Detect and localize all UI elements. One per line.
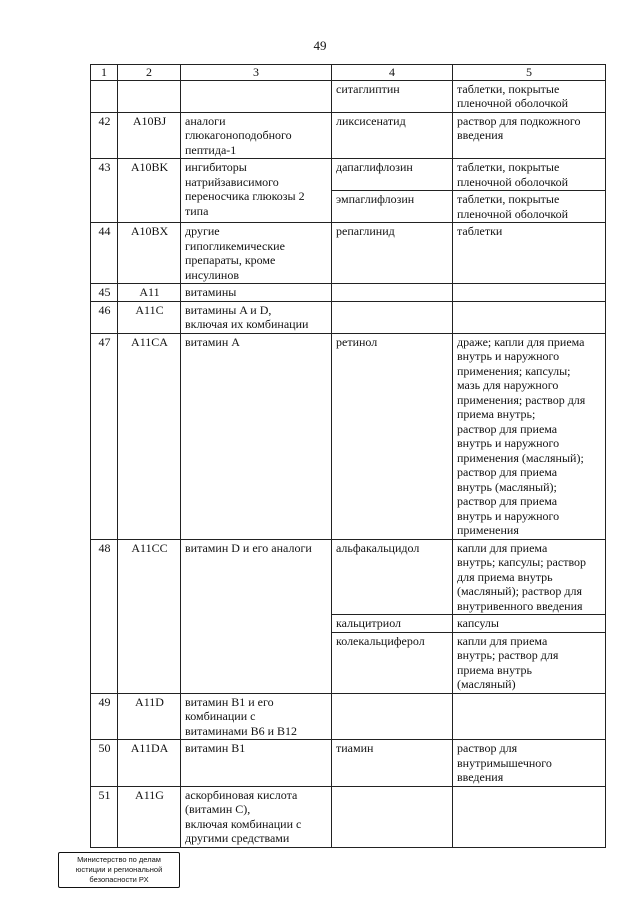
dosage-form-cell: раствор для внутримышечного введения — [453, 740, 606, 787]
group-name-cell: витамин B1 и его комбинации с витаминами B6 и B12 — [181, 693, 332, 740]
row-number-cell: 45 — [91, 284, 118, 302]
group-name-cell: витамин B1 — [181, 740, 332, 787]
row-number-cell: 44 — [91, 223, 118, 284]
dosage-form-cell: таблетки, покрытые пленочной оболочкой — [453, 80, 606, 112]
drug-list-table — [90, 64, 606, 848]
row-number-cell: 47 — [91, 333, 118, 539]
group-name-cell: другие гипогликемические препараты, кроме инсулинов — [181, 223, 332, 284]
drug-name-cell — [332, 693, 453, 740]
drug-name-cell — [332, 301, 453, 333]
atc-code-cell: A11DA — [118, 740, 181, 787]
dosage-form-cell — [453, 284, 606, 302]
table-row — [91, 159, 606, 191]
drug-name-cell: ликсисенатид — [332, 112, 453, 159]
drug-name-cell — [332, 786, 453, 847]
row-number-cell: 42 — [91, 112, 118, 159]
column-header: 5 — [453, 65, 606, 81]
atc-code-cell: A11G — [118, 786, 181, 847]
group-name-cell: ингибиторы натрийзависимого переносчика глюкозы 2 типа — [181, 159, 332, 223]
table-row — [91, 693, 606, 740]
dosage-form-cell: раствор для подкожного введения — [453, 112, 606, 159]
dosage-form-cell — [453, 693, 606, 740]
table-row — [91, 786, 606, 847]
dosage-form-cell: капсулы — [453, 615, 606, 633]
drug-name-cell: ретинол — [332, 333, 453, 539]
atc-code-cell: A11C — [118, 301, 181, 333]
row-number-cell: 50 — [91, 740, 118, 787]
atc-code-cell: A11 — [118, 284, 181, 302]
drug-name-cell: дапаглифлозин — [332, 159, 453, 191]
table-row — [91, 112, 606, 159]
group-name-cell: аскорбиновая кислота (витамин C), включая комбинации с другими средствами — [181, 786, 332, 847]
group-name-cell: витамин D и его аналоги — [181, 539, 332, 693]
atc-code-cell: A10BK — [118, 159, 181, 223]
drug-name-cell: колекальциферол — [332, 632, 453, 693]
atc-code-cell — [118, 80, 181, 112]
drug-name-cell: эмпаглифлозин — [332, 191, 453, 223]
group-name-cell: витамины A и D, включая их комбинации — [181, 301, 332, 333]
atc-code-cell: A10BJ — [118, 112, 181, 159]
group-name-cell: витамины — [181, 284, 332, 302]
drug-name-cell: альфакальцидол — [332, 539, 453, 615]
column-header: 1 — [91, 65, 118, 81]
row-number-cell: 46 — [91, 301, 118, 333]
row-number-cell: 51 — [91, 786, 118, 847]
table-row — [91, 223, 606, 284]
drug-name-cell — [332, 284, 453, 302]
group-name-cell: аналоги глюкагоноподобного пептида-1 — [181, 112, 332, 159]
dosage-form-cell — [453, 786, 606, 847]
drug-name-cell: кальцитриол — [332, 615, 453, 633]
table-row — [91, 333, 606, 539]
row-number-cell — [91, 80, 118, 112]
column-header: 3 — [181, 65, 332, 81]
dosage-form-cell: капли для приема внутрь; капсулы; раствор для приема внутрь (масляный); раствор для внутривенного введения — [453, 539, 606, 615]
row-number-cell: 43 — [91, 159, 118, 223]
ministry-stamp: Министерство по делам юстиции и региональной безопасности РХ — [58, 852, 180, 888]
column-header: 4 — [332, 65, 453, 81]
dosage-form-cell: драже; капли для приема внутрь и наружного применения; капсулы; мазь для наружного применения; раствор для приема внутрь; раствор для приема внутрь и наружного применения (масляный); раствор для приема внутрь (масляный); раствор для приема внутрь и наружного применения — [453, 333, 606, 539]
table-row — [91, 301, 606, 333]
atc-code-cell: A10BX — [118, 223, 181, 284]
page-number: 49 — [313, 38, 327, 53]
table-row — [91, 80, 606, 112]
dosage-form-cell — [453, 301, 606, 333]
table-row — [91, 740, 606, 787]
column-header: 2 — [118, 65, 181, 81]
table-row — [91, 284, 606, 302]
dosage-form-cell: таблетки, покрытые пленочной оболочкой — [453, 159, 606, 191]
drug-name-cell: тиамин — [332, 740, 453, 787]
dosage-form-cell: капли для приема внутрь; раствор для приема внутрь (масляный) — [453, 632, 606, 693]
group-name-cell — [181, 80, 332, 112]
row-number-cell: 48 — [91, 539, 118, 693]
dosage-form-cell: таблетки — [453, 223, 606, 284]
atc-code-cell: A11CC — [118, 539, 181, 693]
group-name-cell: витамин A — [181, 333, 332, 539]
dosage-form-cell: таблетки, покрытые пленочной оболочкой — [453, 191, 606, 223]
atc-code-cell: A11CA — [118, 333, 181, 539]
table-row — [91, 539, 606, 615]
drug-name-cell: ситаглиптин — [332, 80, 453, 112]
row-number-cell: 49 — [91, 693, 118, 740]
atc-code-cell: A11D — [118, 693, 181, 740]
table-header-row — [91, 65, 606, 81]
drug-name-cell: репаглинид — [332, 223, 453, 284]
